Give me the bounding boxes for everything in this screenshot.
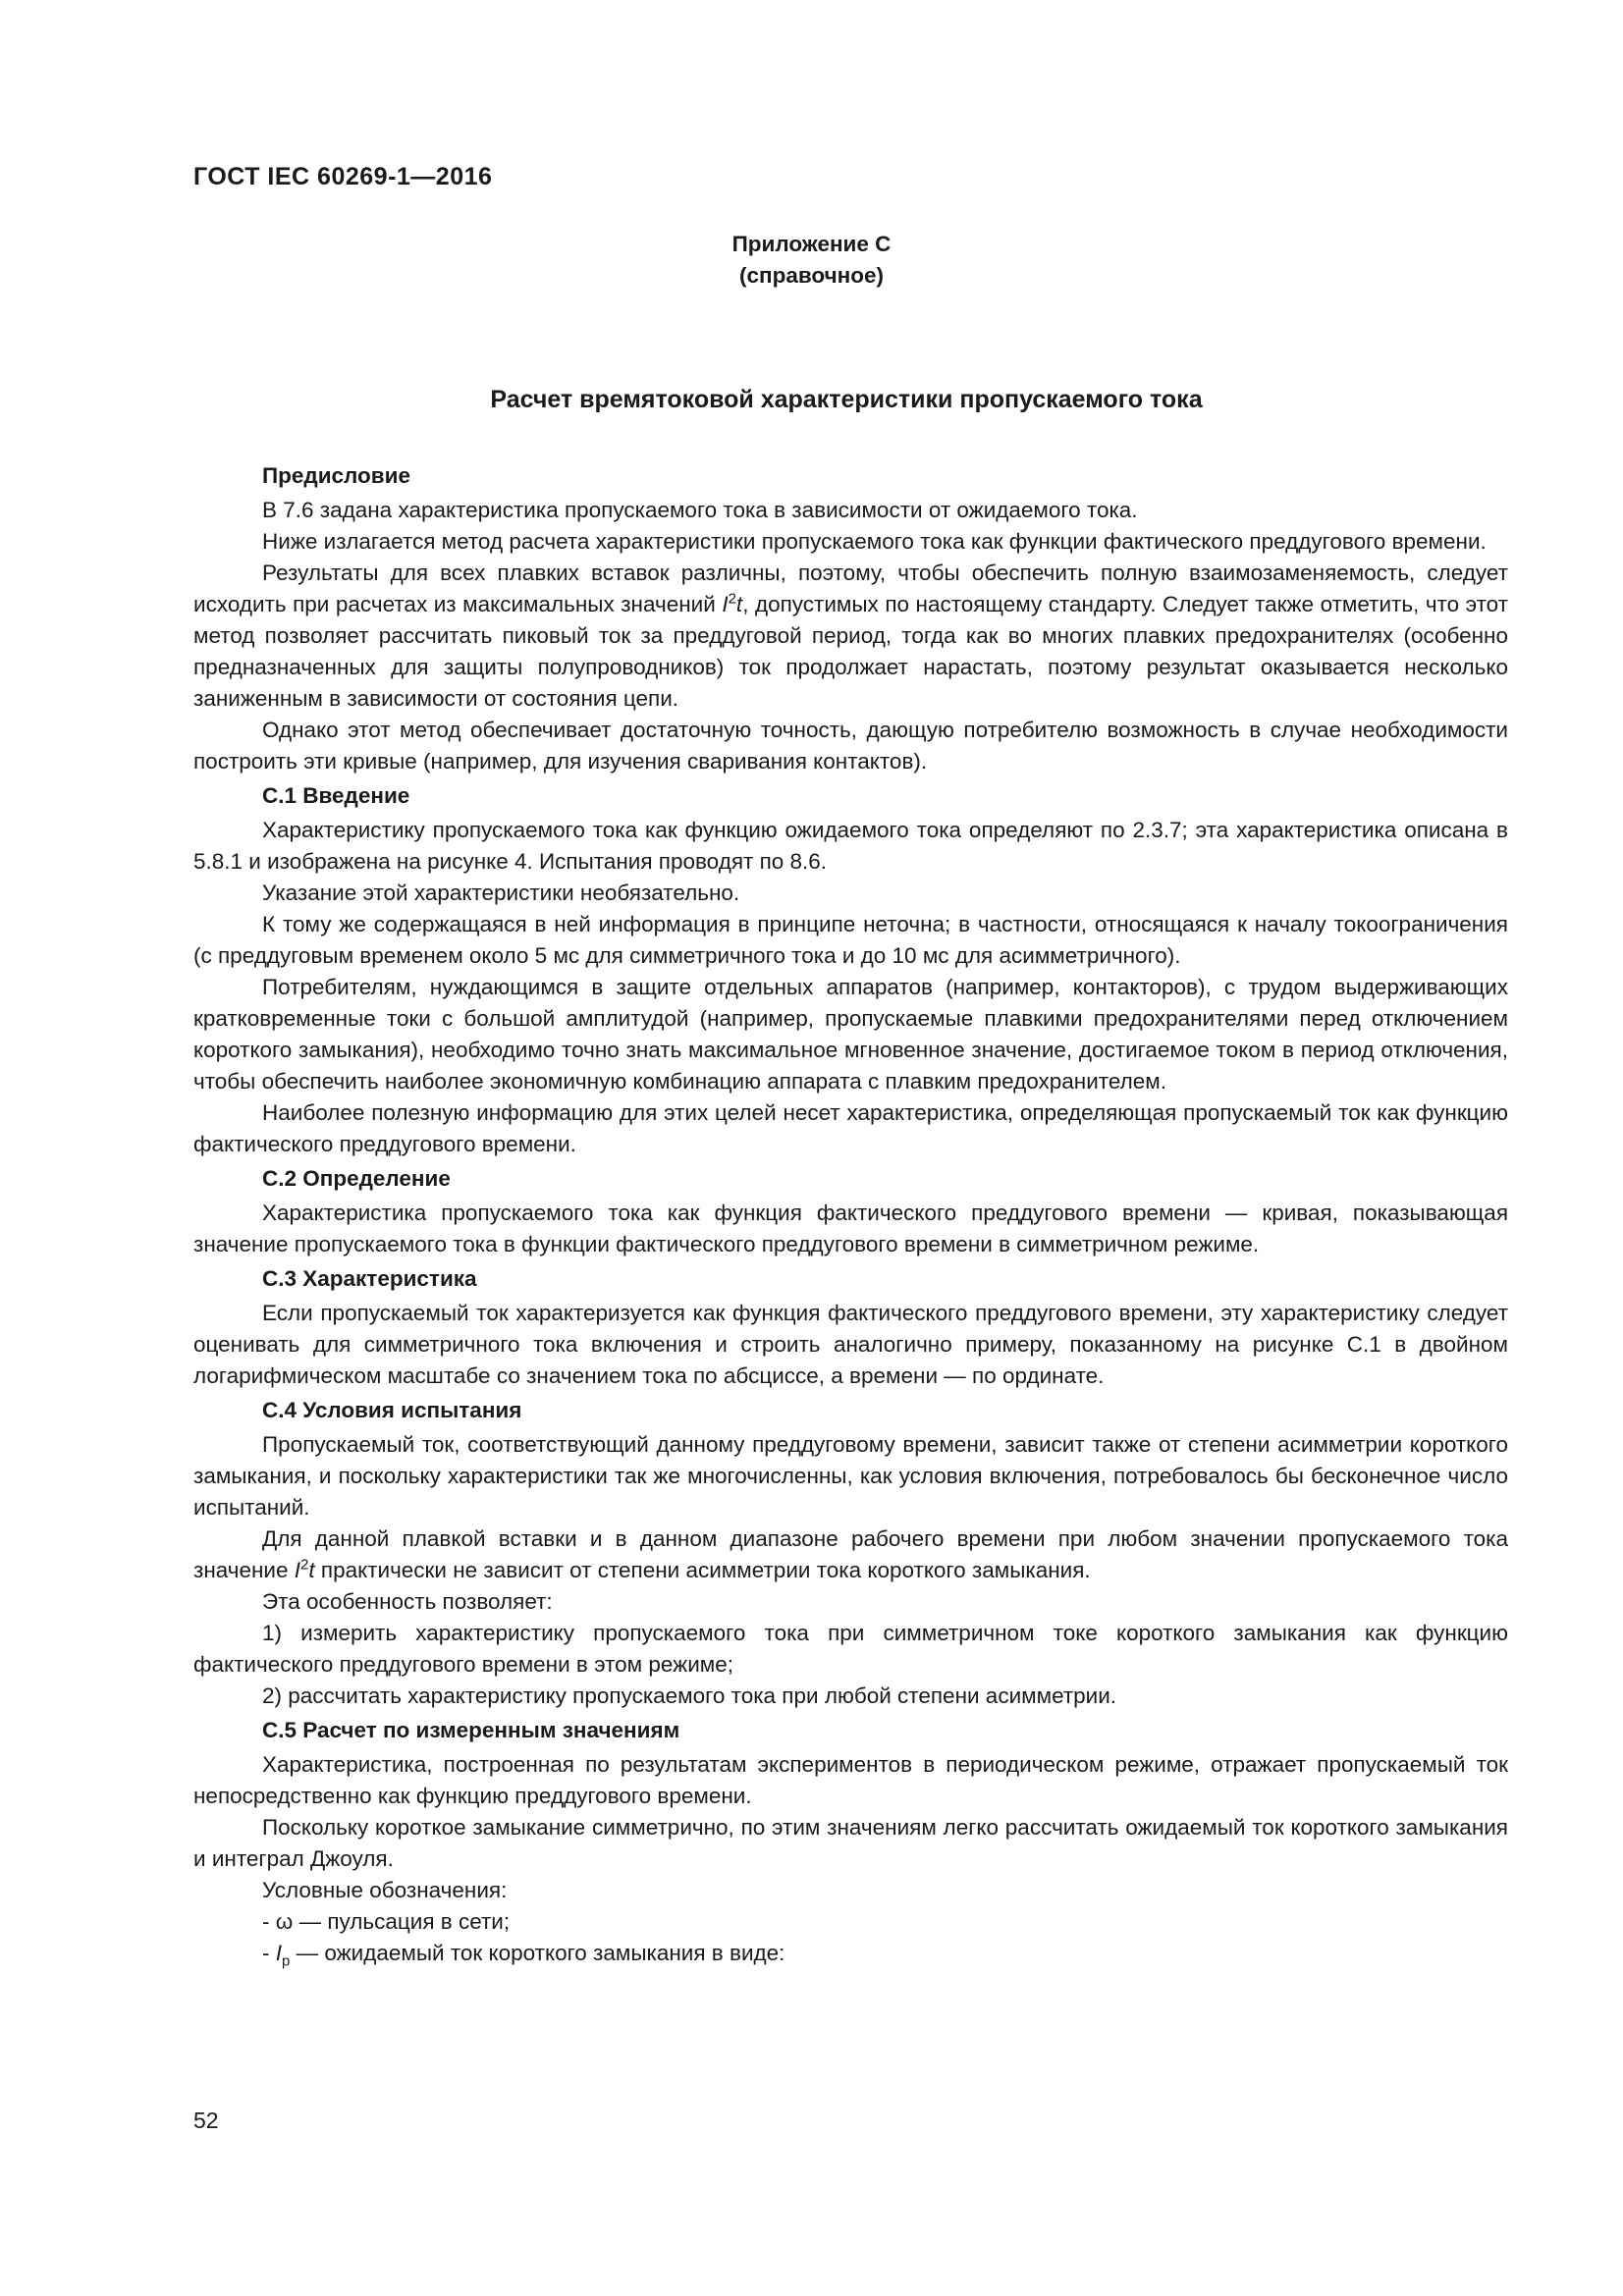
- c3-paragraph: Если пропускаемый ток характеризуется как функция фактического преддугового времени, эту характеристику следует оценивать для симметричного тока включения и строить аналогично примеру, показанному на рисунке С.1 в двойном логарифмическом масштабе со значением тока по абсциссе, а времени — по ординате.: [193, 1301, 1508, 1388]
- c4-paragraph: Эта особенность позволяет:: [262, 1589, 553, 1614]
- section-heading-c3: С.3 Характеристика: [262, 1266, 477, 1291]
- c1-paragraph: Указание этой характеристики необязательно.: [262, 881, 740, 905]
- section-heading-c1: С.1 Введение: [262, 783, 410, 808]
- c1-paragraph: Потребителям, нуждающимся в защите отдельных аппаратов (например, контакторов), с трудом выдерживающих кратковременные токи с большой амплитудой (например, пропускаемые плавкими предохранителями перед отключением короткого замыкания), необходимо точно знать максимальное мгновенное значение, достигаемое током в период отключения, чтобы обеспечить наиболее экономичную комбинацию аппарата с плавким предохранителем.: [193, 975, 1508, 1094]
- page-number: 52: [193, 2108, 219, 2133]
- section-heading-c2: С.2 Определение: [262, 1166, 451, 1191]
- annex-title: Расчет времятоковой характеристики пропускаемого тока: [490, 386, 1203, 413]
- annex-label: Приложение С: [731, 232, 892, 256]
- c1-paragraph: Наиболее полезную информацию для этих целей несет характеристика, определяющая пропускаемый ток как функцию фактического преддугового времени.: [193, 1100, 1508, 1156]
- document-body: [193, 457, 1508, 1969]
- c5-paragraph: Поскольку короткое замыкание симметрично, по этим значениям легко рассчитать ожидаемый ток короткого замыкания и интеграл Джоуля.: [193, 1815, 1508, 1871]
- c5-paragraph: Характеристика, построенная по результатам экспериментов в периодическом режиме, отражает пропускаемый ток непосредственно как функцию преддугового времени.: [193, 1752, 1508, 1808]
- c4-list-item: 2) рассчитать характеристику пропускаемого тока при любой степени асимметрии.: [262, 1683, 1117, 1708]
- c1-paragraph: Характеристику пропускаемого тока как функцию ожидаемого тока определяют по 2.3.7; эта характеристика описана в 5.8.1 и изображена на рисунке 4. Испытания проводят по 8.6.: [193, 818, 1508, 874]
- c2-paragraph: Характеристика пропускаемого тока как функция фактического преддугового времени — кривая, показывающая значение пропускаемого тока в функции фактического преддугового времени в симметричном режиме.: [193, 1201, 1508, 1256]
- document-header: ГОСТ IEC 60269-1—2016: [193, 163, 493, 190]
- c5-list-item: - ω — пульсация в сети;: [262, 1909, 511, 1934]
- preface-paragraph: В 7.6 задана характеристика пропускаемого тока в зависимости от ожидаемого тока.: [262, 498, 1138, 522]
- section-heading-c5: С.5 Расчет по измеренным значениям: [262, 1718, 680, 1742]
- c4-list-item: 1) измерить характеристику пропускаемого тока при симметричном токе короткого замыкания как функцию фактического преддугового времени в этом режиме;: [193, 1621, 1508, 1677]
- c4-paragraph: Пропускаемый ток, соответствующий данному преддуговому времени, зависит также от степени асимметрии короткого замыкания, и поскольку характеристики так же многочисленны, как условия включения, потребовалось бы бесконечное число испытаний.: [193, 1432, 1508, 1520]
- c1-paragraph: К тому же содержащаяся в ней информация в принципе неточна; в частности, относящаяся к началу токоограничения (с преддуговым временем около 5 мс для симметричного тока и до 10 мс для асимметричного).: [193, 912, 1508, 968]
- preface-paragraph: Ниже излагается метод расчета характеристики пропускаемого тока как функции фактического преддугового времени.: [262, 529, 1487, 554]
- c5-paragraph: Условные обозначения:: [262, 1878, 508, 1902]
- section-heading-c4: С.4 Условия испытания: [262, 1398, 522, 1422]
- annex-status: (справочное): [739, 263, 884, 288]
- c4-paragraph: Для данной плавкой вставки и в данном диапазоне рабочего времени при любом значении пропускаемого тока значение $I^2t$ практически не зависит от степени асимметрии тока короткого замыкания.: [193, 1526, 1508, 1582]
- preface-paragraph: Результаты для всех плавких вставок различны, поэтому, чтобы обеспечить полную взаимозаменяемость, следует исходить при расчетах из максимальных значений $I^2t$, допустимых по настоящему стандарту. Следует также отметить, что этот метод позволяет рассчитать пиковый ток за преддуговой период, тогда как во многих плавких предохранителях (особенно предназначенных для защиты полупроводников) ток продолжает нарастать, поэтому результат оказывается несколько заниженным в зависимости от состояния цепи.: [193, 561, 1508, 711]
- preface-paragraph: Однако этот метод обеспечивает достаточную точность, дающую потребителю возможность в случае необходимости построить эти кривые (например, для изучения сваривания контактов).: [193, 718, 1508, 774]
- preface-heading: Предисловие: [262, 463, 410, 488]
- c5-list-item: - $I_p$ — ожидаемый ток короткого замыкания в виде:: [262, 1941, 785, 1970]
